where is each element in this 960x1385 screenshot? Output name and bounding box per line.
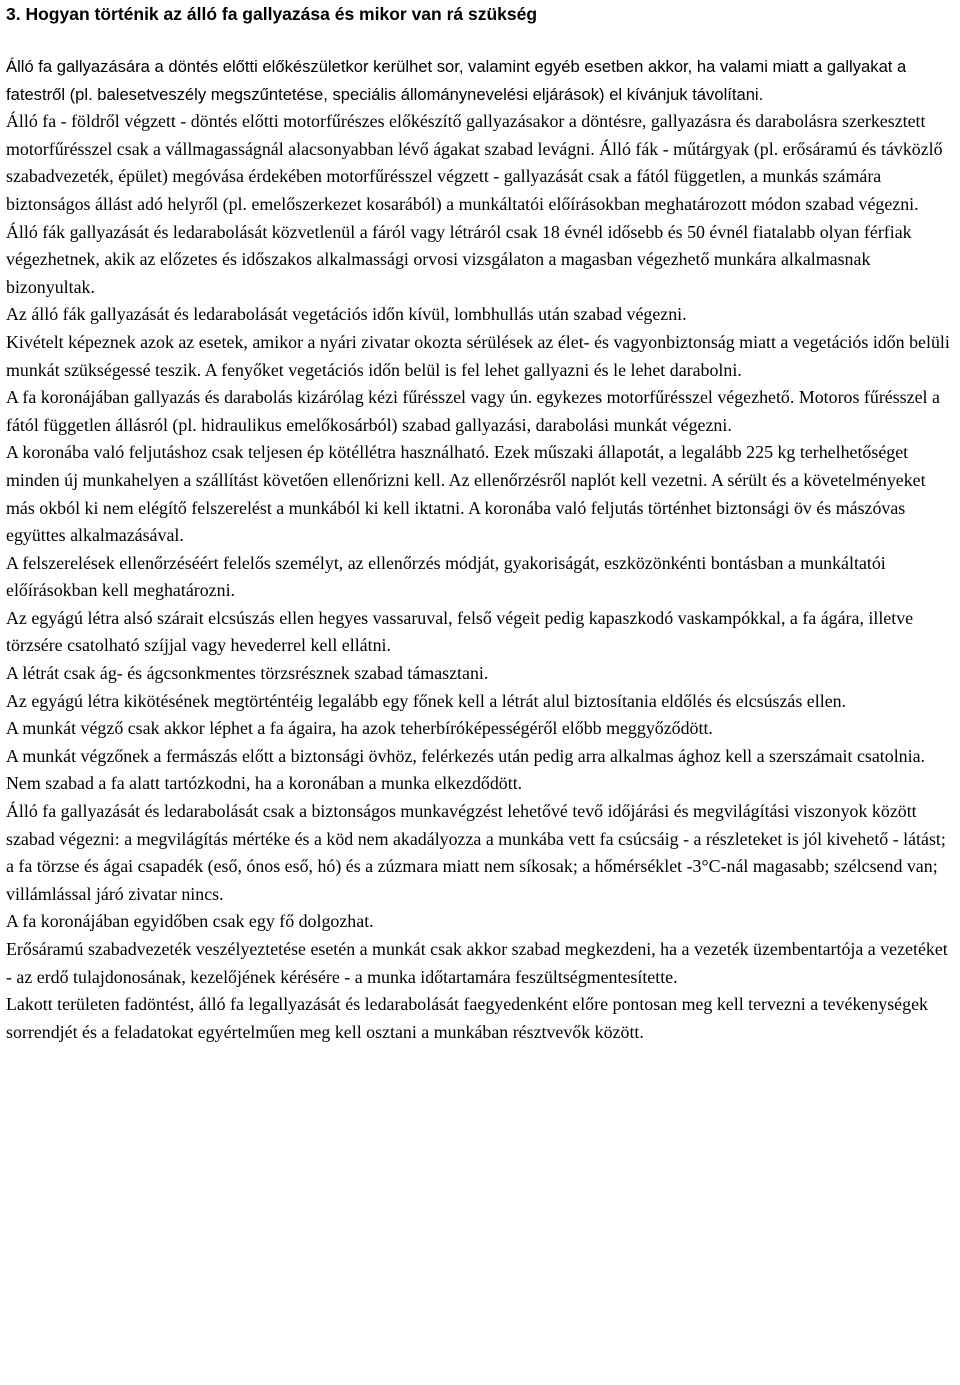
paragraph-branch-load: A munkát végző csak akkor léphet a fa ágaira, ha azok teherbíróképességéről előbb meggyőződött. [6,718,713,739]
paragraph-ladder-support: A létrát csak ág- és ágcsonkmentes törzsrésznek szabad támasztani. [6,663,489,684]
paragraph-crown-tools: A fa koronájában gallyazás és darabolás kizárólag kézi fűrésszel vagy ún. egykezes motorfűrésszel végezhető. Motoros fűrésszel a fától független állásról (pl. hidraulikus emelőkosárból) szabad gallyazási, darabolási munkát végezni. [6,387,940,435]
paragraph-intro: Álló fa gallyazására a döntés előtti előkészületkor kerülhet sor, valamint egyéb esetben akkor, ha valami miatt a gallyakat a fatestről (pl. balesetveszély megszűntetése, speciális állománynevelési eljárások) el kívánjuk távolítani. [6,57,907,104]
paragraph-ladder-securing: Az egyágú létra kikötésének megtörténtéig legalább egy főnek kell a létrát alul biztosítania eldőlés és elcsúszás ellen. [6,690,847,711]
paragraph-rope-ladder: A koronába való feljutáshoz csak teljesen ép kötéllétra használható. Ezek műszaki állapotát, a legalább 225 kg terhelhetőséget minden új munkahelyen a szállítást követően ellenőrizni kell. Az ellenőrzésről naplót kell vezetni. A sérült és a követelményeket más okból ki nem elégítő felszerelést a munkából ki kell iktatni. A koronába való feljutás történhet biztonsági öv és mászóvas együttes alkalmazásával. [6,442,926,546]
paragraph-exceptions: Kivételt képeznek azok az esetek, amikor a nyári zivatar okozta sérülések az élet- és vagyonbiztonság miatt a vegetációs időn belüli munkát szükségessé teszik. A fenyőket vegetációs időn belül is fel lehet gallyazni és le lehet darabolni. [6,331,950,380]
paragraph-worker-eligibility: Álló fák gallyazását és ledarabolását közvetlenül a fáról vagy létráról csak 18 évnél idősebb és 50 évnél fiatalabb olyan férfiak végezhetnek, akik az előzetes és időszakos alkalmassági orvosi vizsgálaton a magasban végezhető munkára alkalmasnak bizonyultak. [6,221,912,297]
paragraph-ground-pruning: Álló fa - földről végzett - döntés előtti motorfűrészes előkészítő gallyazásakor a döntésre, gallyazásra és darabolásra szerkesztett motorfűrésszel csak a vállmagasságnál alacsonyabban lévő ágakat szabad levágni. Álló fák - műtárgyak (pl. erősáramú és távközlő szabadvezeték, épület) megóvása érdekében motorfűrésszel végzett - gallyazását csak a fától független, a munkás számára biztonságos állást adó helyről (pl. emelőszerkezet kosarából) a munkáltatói előírásokban meghatározott módon szabad végezni. [6,111,943,214]
document-page [6,0,954,1046]
paragraph-no-standing-below: Nem szabad a fa alatt tartózkodni, ha a koronában a munka elkezdődött. [6,773,523,794]
paragraph-tool-attachment: A munkát végzőnek a fermászás előtt a biztonsági övhöz, felérkezés után pedig arra alkalmas ághoz kell a szerszámait csatolnia. [6,745,925,766]
paragraph-power-line: Erősáramú szabadvezeték veszélyeztetése esetén a munkát csak akkor szabad megkezdeni, ha a vezeték üzembentartója a vezetéket - az erdő tulajdonosának, kezelőjének kérésére - a munka időtartamára feszültségmentesítette. [6,939,948,987]
heading-spacer [6,42,954,53]
paragraph-inhabited-area: Lakott területen fadöntést, álló fa legallyazását és ledarabolását faegyedenként előre pontosan meg kell tervezni a tevékenységek sorrendjét és a feladatokat egyértelműen meg kell osztani a munkában résztvevők között. [6,994,928,1042]
paragraph-weather-conditions: Álló fa gallyazását és ledarabolását csak a biztonságos munkavégzést lehetővé tevő időjárási és megvilágítási viszonyok között szabad végezni: a megvilágítás mértéke és a köd nem akadályozza a munkába vett fa csúcsáig - a részleteket is jól kivehető - látást; a fa törzse és ágai csapadék (eső, ónos eső, hó) és a zúzmara miatt nem síkosak; a hőmérséklet -3°C-nál magasabb; szélcsend van; villámlással járó zivatar nincs. [6,801,946,904]
paragraph-ladder-feet: Az egyágú létra alsó szárait elcsúszás ellen hegyes vassaruval, felső végeit pedig kapaszkodó vaskampókkal, a fa ágára, illetve törzsére csatolható szíjjal vagy hevederrel kell ellátni. [6,607,914,656]
paragraph-equipment-inspection: A felszerelések ellenőrzéséért felelős személyt, az ellenőrzés módját, gyakoriságát, eszközönkénti bontásban a munkáltatói előírásokban kell meghatározni. [6,552,886,601]
paragraph-one-worker: A fa koronájában egyidőben csak egy fő dolgozhat. [6,911,374,932]
paragraph-season: Az álló fák gallyazását és ledarabolását vegetációs időn kívül, lombhullás után szabad végezni. [6,304,687,325]
section-heading: 3. Hogyan történik az álló fa gallyazása és mikor van rá szükség [6,4,538,24]
